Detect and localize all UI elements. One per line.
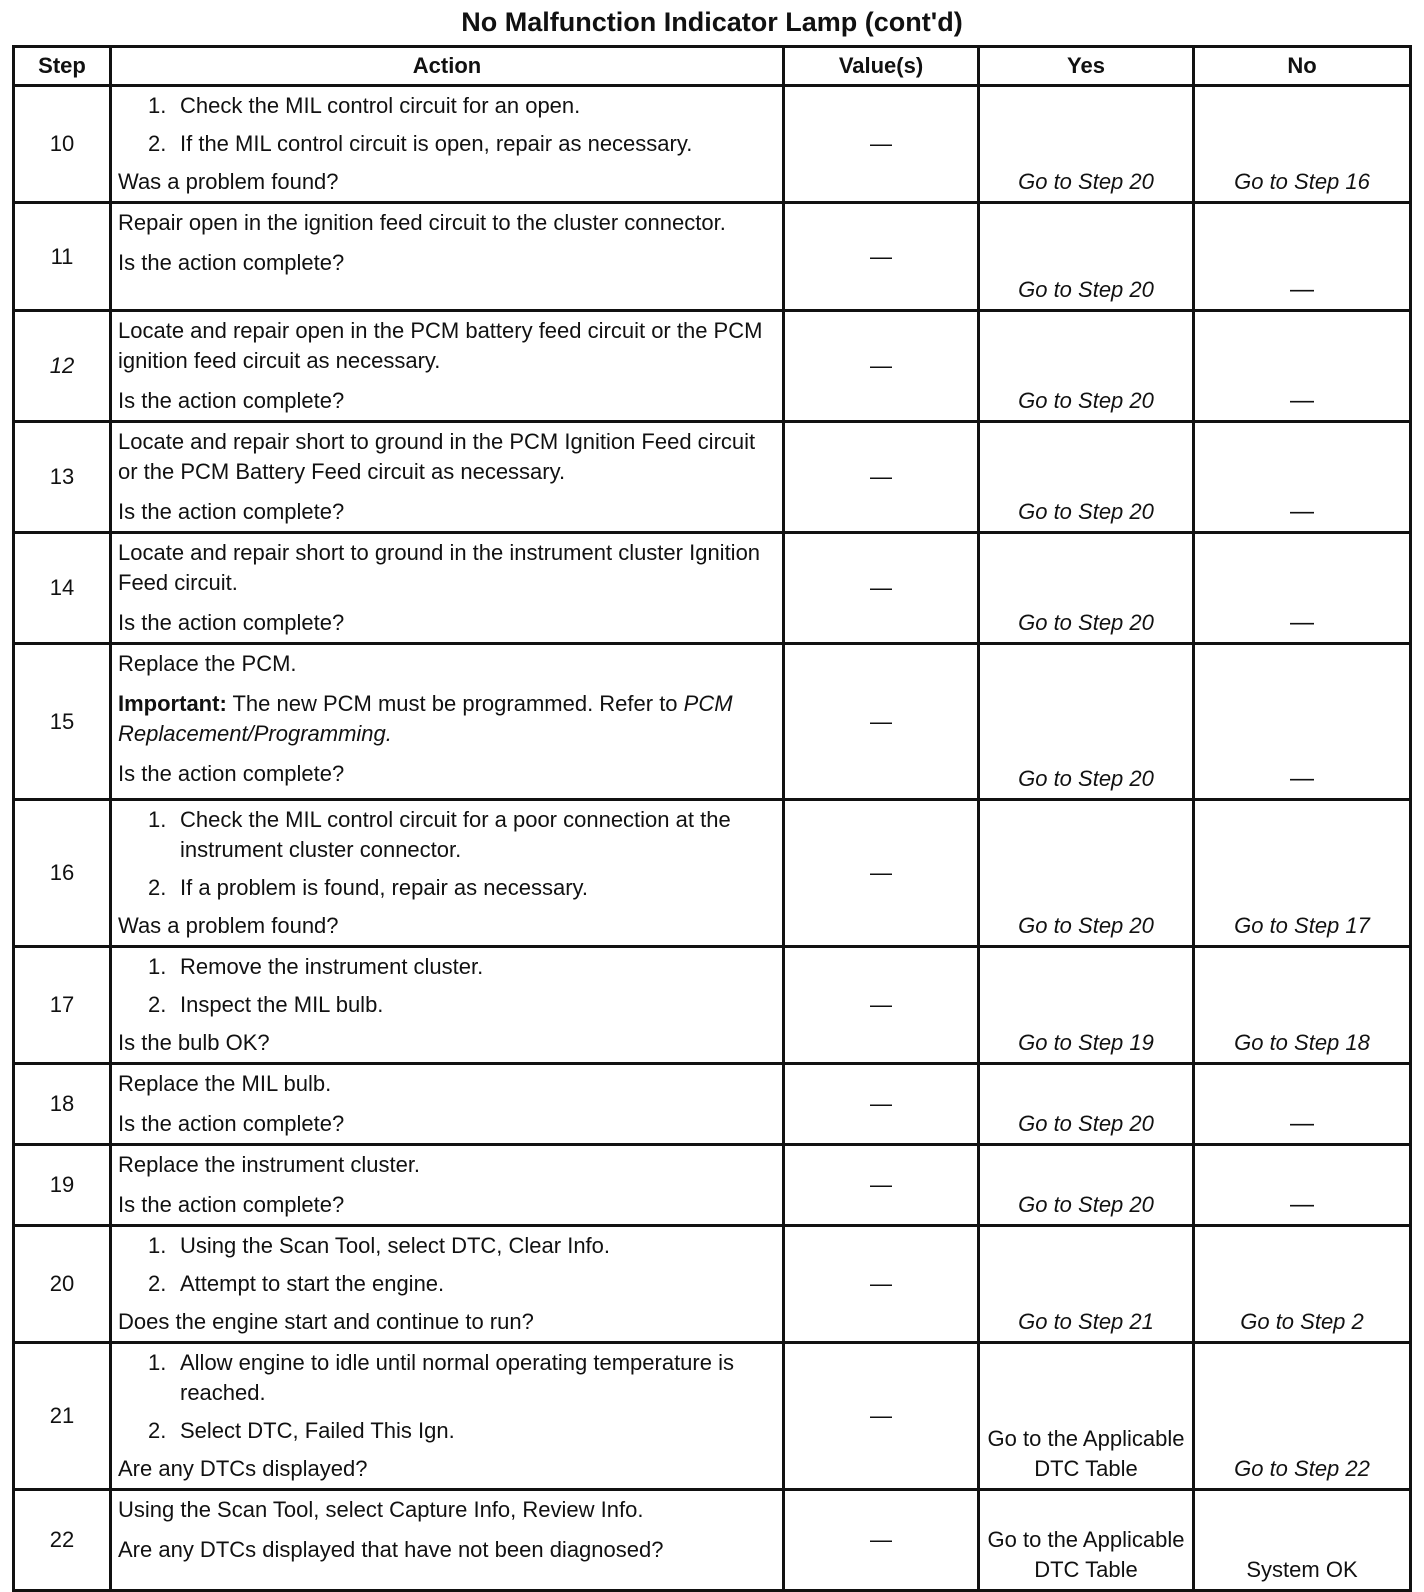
action-text: Replace the MIL bulb.: [118, 1071, 332, 1096]
yes-cell: Go to Step 20: [979, 1064, 1194, 1145]
yes-cell: Go to Step 20: [979, 800, 1194, 947]
action-question: Is the action complete?: [118, 1111, 345, 1136]
values-cell: —: [784, 1343, 979, 1490]
action-item: 2. Attempt to start the engine.: [148, 1271, 445, 1296]
table-row: [14, 422, 1411, 533]
no-cell: Go to Step 18: [1194, 947, 1411, 1064]
table-row: [14, 86, 1411, 203]
table-row: [14, 1226, 1411, 1343]
action-item: 2. Inspect the MIL bulb.: [148, 992, 384, 1017]
step-number: 14: [14, 533, 111, 644]
action-text: Locate and repair short to ground in the PCM Ignition Feed circuit or the PCM Battery Feed circuit as necessary.: [118, 429, 756, 484]
no-cell: —: [1194, 1064, 1411, 1145]
values-cell: —: [784, 1490, 979, 1591]
table-row: [14, 533, 1411, 644]
action-text: Repair open in the ignition feed circuit to the cluster connector.: [118, 210, 726, 235]
no-cell: —: [1194, 203, 1411, 311]
step-number: 12: [14, 311, 111, 422]
action-item: 1. Remove the instrument cluster.: [148, 954, 484, 979]
yes-cell: Go to Step 20: [979, 644, 1194, 800]
action-text: Replace the instrument cluster.: [118, 1152, 421, 1177]
no-cell: System OK: [1194, 1490, 1411, 1591]
table-row: [14, 800, 1411, 947]
values-cell: —: [784, 422, 979, 533]
values-cell: —: [784, 311, 979, 422]
action-cell: [111, 533, 784, 644]
yes-cell: Go to Step 20: [979, 533, 1194, 644]
action-text: Locate and repair open in the PCM battery feed circuit or the PCM ignition feed circuit as necessary.: [118, 318, 763, 373]
table-row: [14, 947, 1411, 1064]
action-cell: [111, 1226, 784, 1343]
no-cell: —: [1194, 644, 1411, 800]
step-number: 13: [14, 422, 111, 533]
values-cell: —: [784, 1226, 979, 1343]
header-action: Action: [111, 47, 784, 86]
reference-link[interactable]: PCM Replacement/Programming.: [118, 691, 733, 746]
values-cell: —: [784, 947, 979, 1064]
no-cell: Go to Step 22: [1194, 1343, 1411, 1490]
table-row: [14, 1064, 1411, 1145]
action-item: 1. Allow engine to idle until normal operating temperature is reached.: [148, 1350, 734, 1405]
step-number: 22: [14, 1490, 111, 1591]
table-row: [14, 1145, 1411, 1226]
yes-cell: Go to Step 20: [979, 422, 1194, 533]
header-no: No: [1194, 47, 1411, 86]
step-number: 10: [14, 86, 111, 203]
table-row: [14, 1490, 1411, 1591]
yes-cell: Go to the Applicable DTC Table: [979, 1490, 1194, 1591]
table-row: [14, 311, 1411, 422]
step-number: 17: [14, 947, 111, 1064]
table-row: [14, 203, 1411, 311]
action-question: Was a problem found?: [118, 913, 339, 938]
action-cell: [111, 1343, 784, 1490]
step-number: 16: [14, 800, 111, 947]
values-cell: —: [784, 203, 979, 311]
action-cell: [111, 947, 784, 1064]
values-cell: —: [784, 800, 979, 947]
action-cell: [111, 203, 784, 311]
action-question: Is the action complete?: [118, 761, 345, 786]
values-cell: —: [784, 86, 979, 203]
action-question: Is the action complete?: [118, 499, 345, 524]
step-number: 21: [14, 1343, 111, 1490]
yes-cell: Go to Step 21: [979, 1226, 1194, 1343]
step-number: 20: [14, 1226, 111, 1343]
action-question: Is the action complete?: [118, 1192, 345, 1217]
step-number: 18: [14, 1064, 111, 1145]
values-cell: —: [784, 533, 979, 644]
action-question: Does the engine start and continue to run?: [118, 1309, 534, 1334]
action-cell: [111, 1145, 784, 1226]
yes-cell: Go to Step 20: [979, 311, 1194, 422]
table-row: [14, 1343, 1411, 1490]
header-step: Step: [14, 47, 111, 86]
important-label: Important:: [118, 691, 227, 716]
action-cell: [111, 800, 784, 947]
action-cell: [111, 644, 784, 800]
action-cell: [111, 1064, 784, 1145]
important-note: [118, 689, 774, 749]
yes-cell: Go to Step 19: [979, 947, 1194, 1064]
table-row: [14, 644, 1411, 800]
values-cell: —: [784, 1145, 979, 1226]
action-question: Are any DTCs displayed that have not been diagnosed?: [118, 1537, 664, 1562]
action-text: Replace the PCM.: [118, 651, 297, 676]
no-cell: Go to Step 17: [1194, 800, 1411, 947]
step-number: 15: [14, 644, 111, 800]
yes-cell: Go to Step 20: [979, 203, 1194, 311]
no-cell: —: [1194, 1145, 1411, 1226]
action-text: Locate and repair short to ground in the instrument cluster Ignition Feed circuit.: [118, 540, 761, 595]
action-item: 1. Using the Scan Tool, select DTC, Clear Info.: [148, 1233, 611, 1258]
action-item: 2. Select DTC, Failed This Ign.: [148, 1418, 455, 1443]
action-cell: [111, 86, 784, 203]
action-question: Is the bulb OK?: [118, 1030, 270, 1055]
step-number: 11: [14, 203, 111, 311]
action-question: Is the action complete?: [118, 250, 345, 275]
yes-cell: Go to the Applicable DTC Table: [979, 1343, 1194, 1490]
action-cell: [111, 1490, 784, 1591]
action-question: Was a problem found?: [118, 169, 339, 194]
action-item: 1. Check the MIL control circuit for an open.: [148, 93, 581, 118]
no-cell: —: [1194, 533, 1411, 644]
diagnostic-table: [12, 45, 1412, 1592]
no-cell: Go to Step 2: [1194, 1226, 1411, 1343]
yes-cell: Go to Step 20: [979, 1145, 1194, 1226]
header-row: [14, 47, 1411, 86]
action-text: Using the Scan Tool, select Capture Info, Review Info.: [118, 1497, 644, 1522]
no-cell: —: [1194, 422, 1411, 533]
action-item: 1. Check the MIL control circuit for a poor connection at the instrument cluster connector.: [148, 807, 731, 862]
header-yes: Yes: [979, 47, 1194, 86]
action-question: Is the action complete?: [118, 388, 345, 413]
step-number: 19: [14, 1145, 111, 1226]
values-cell: —: [784, 644, 979, 800]
action-item: 2. If the MIL control circuit is open, repair as necessary.: [148, 131, 693, 156]
action-question: Is the action complete?: [118, 610, 345, 635]
action-question: Are any DTCs displayed?: [118, 1456, 368, 1481]
page-title: No Malfunction Indicator Lamp (cont'd): [461, 7, 963, 37]
no-cell: —: [1194, 311, 1411, 422]
important-text: The new PCM must be programmed. Refer to: [232, 691, 678, 716]
action-item: 2. If a problem is found, repair as necessary.: [148, 875, 589, 900]
header-values: Value(s): [784, 47, 979, 86]
no-cell: Go to Step 16: [1194, 86, 1411, 203]
action-cell: [111, 422, 784, 533]
action-cell: [111, 311, 784, 422]
values-cell: —: [784, 1064, 979, 1145]
yes-cell: Go to Step 20: [979, 86, 1194, 203]
